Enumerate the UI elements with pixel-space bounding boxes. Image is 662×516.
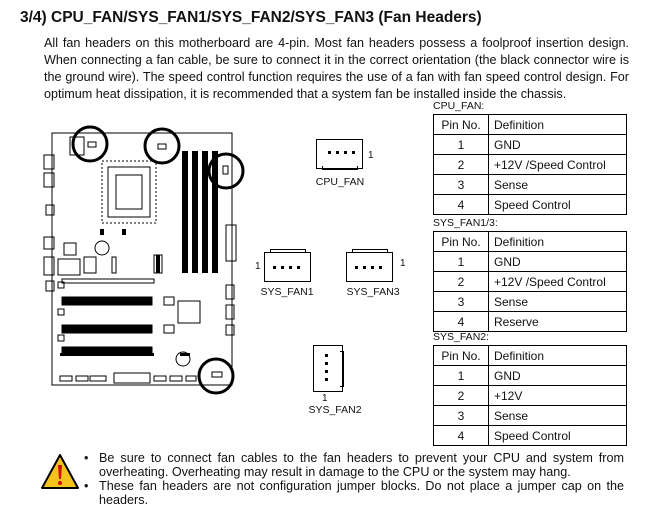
intro-paragraph: All fan headers on this motherboard are 4-pin. Most fan headers possess a foolproof insertion design. When connecting a fan cable, be sure to connect it in the correct orientation (the black connector wire is the ground wire). The speed control function requires the use of a fan with fan speed control design. For optimum heat dissipation, it is recommended that a system fan be installed inside the chassis. xyxy=(44,36,629,101)
pcie-slot-x16-2 xyxy=(62,325,152,333)
dimm-slot-3 xyxy=(202,151,208,273)
table-row: 4 Reserve xyxy=(434,312,627,332)
sys-fan1-label: SYS_FAN1 xyxy=(260,286,314,298)
dimm-slot-4 xyxy=(212,151,218,273)
table-row: 3 Sense xyxy=(434,406,627,426)
table-row: 3 Sense xyxy=(434,175,627,195)
motherboard-diagram xyxy=(40,125,250,400)
cpu-fan-highlight xyxy=(73,127,107,161)
sys-fan2-highlight xyxy=(199,359,233,393)
table-header-row: Pin No. Definition xyxy=(434,115,627,135)
sys-fan1-header xyxy=(264,252,311,282)
table-row: 2 +12V xyxy=(434,386,627,406)
table-header-row: Pin No. Definition xyxy=(434,232,627,252)
warning-triangle-icon xyxy=(40,453,80,491)
pcie-slot-x16-1 xyxy=(62,297,152,305)
table-row: 1 GND xyxy=(434,366,627,386)
table-header-row: Pin No. Definition xyxy=(434,346,627,366)
battery xyxy=(95,241,109,255)
table-row: 1 GND xyxy=(434,135,627,155)
cpu-fan-pin-table xyxy=(433,114,627,215)
table-row: 2 +12V /Speed Control xyxy=(434,272,627,292)
note-item: • These fan headers are not configuration jumper blocks. Do not place a jumper cap on the headers. xyxy=(84,479,624,507)
sys-fan13-pin-table xyxy=(433,231,627,332)
sys-fan2-pin-table xyxy=(433,345,627,446)
notes-list xyxy=(84,451,624,507)
table-row: 1 GND xyxy=(434,252,627,272)
sys-fan3-header xyxy=(346,252,393,282)
sys-fan2-table-caption: SYS_FAN2: xyxy=(433,331,490,343)
cpu-fan-label: CPU_FAN xyxy=(315,176,365,188)
table-row: 3 Sense xyxy=(434,292,627,312)
dimm-slot-2 xyxy=(192,151,198,273)
table-row: 2 +12V /Speed Control xyxy=(434,155,627,175)
sys-fan13-table-caption: SYS_FAN1/3: xyxy=(433,217,498,229)
cpu-fan-table-caption: CPU_FAN: xyxy=(433,100,485,112)
cpu-fan-header xyxy=(316,139,363,169)
table-row: 4 Speed Control xyxy=(434,426,627,446)
sys-fan3-label: SYS_FAN3 xyxy=(346,286,400,298)
sys-fan3-pin1-label: 1 xyxy=(400,258,406,269)
cpu-fan-pin1-label: 1 xyxy=(368,150,374,161)
sys-fan2-header xyxy=(313,345,343,392)
table-row: 4 Speed Control xyxy=(434,195,627,215)
chipset xyxy=(178,301,200,323)
sys-fan2-pin1-label: 1 xyxy=(322,393,328,404)
sys-fan1-pin1-label: 1 xyxy=(255,261,261,272)
note-item: • Be sure to connect fan cables to the fan headers to prevent your CPU and system from overheating. Overheating may result in damage to the CPU or the system may hang. xyxy=(84,451,624,479)
dimm-slot-1 xyxy=(182,151,188,273)
sys-fan2-label: SYS_FAN2 xyxy=(308,404,362,416)
section-title: 3/4) CPU_FAN/SYS_FAN1/SYS_FAN2/SYS_FAN3 (Fan Headers) xyxy=(20,9,482,26)
sys-fan3-highlight xyxy=(145,129,179,163)
